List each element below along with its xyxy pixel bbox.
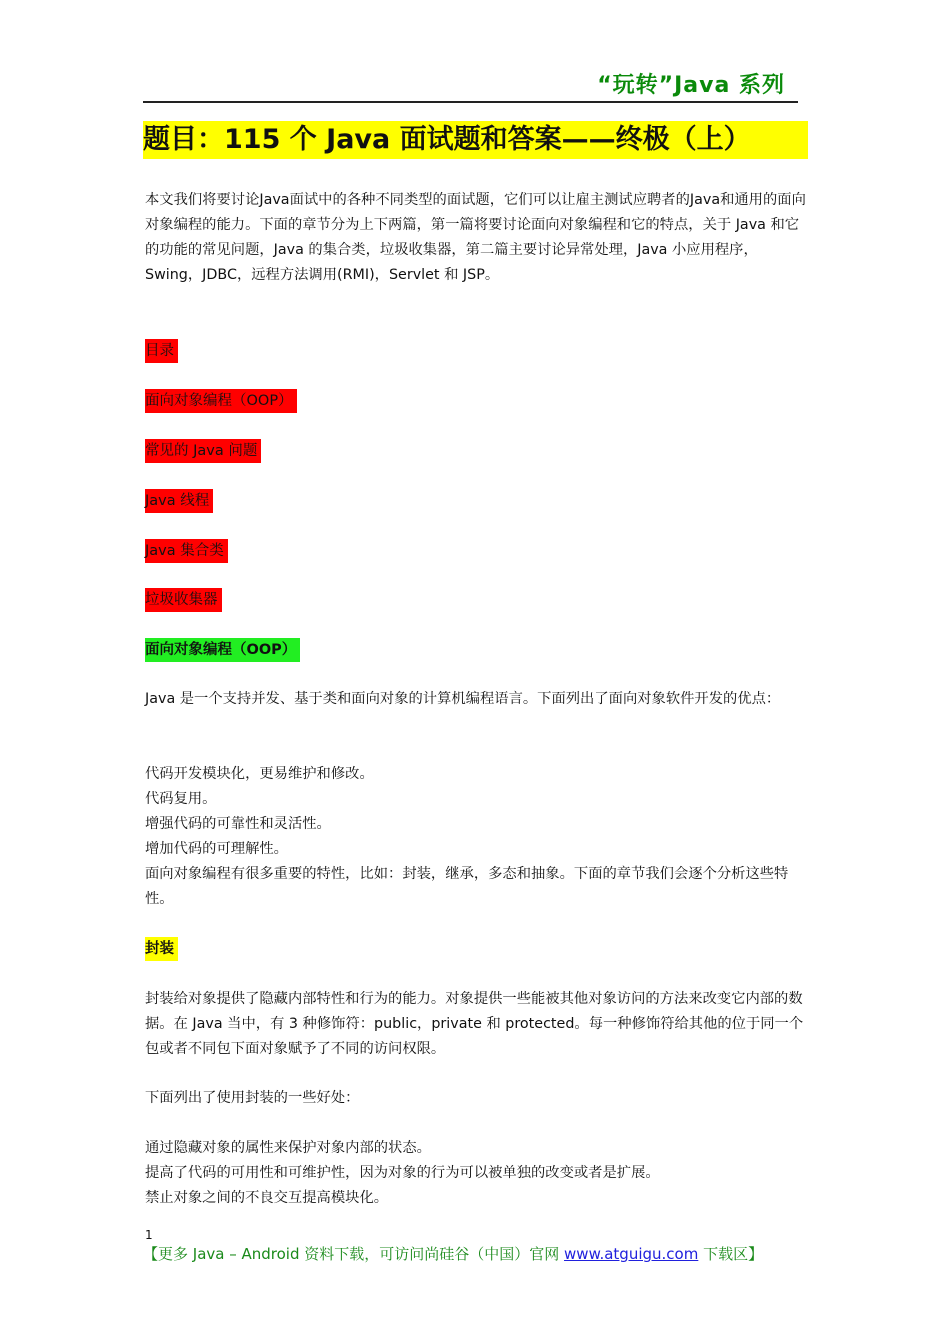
footer-banner [143, 1243, 763, 1264]
oop-features: 面向对象编程有很多重要的特性，比如：封装，继承，多态和抽象。下面的章节我们会逐个分析这些特性。 [145, 866, 789, 907]
toc-item-common-java[interactable]: 常见的 Java 问题 [145, 439, 261, 463]
list-item: 提高了代码的可用性和可维护性，因为对象的行为可以被单独的改变或者是扩展。 [145, 1165, 660, 1181]
list-item: 通过隐藏对象的属性来保护对象内部的状态。 [145, 1140, 431, 1156]
page-title: 题目：115 个 Java 面试题和答案——终极（上） [143, 121, 808, 159]
footer-website-link[interactable]: www.atguigu.com [564, 1245, 699, 1263]
page-number: 1 [145, 1228, 153, 1242]
encapsulation-benefits-list [145, 1136, 810, 1211]
footer-suffix: 下载区】 [698, 1245, 764, 1263]
encapsulation-desc: 封装给对象提供了隐藏内部特性和行为的能力。对象提供一些能被其他对象访问的方法来改变它内部的数据。在 Java 当中，有 3 种修饰符：public，private 和 protected。每一种修饰符给其他的位于同一个包或者不同包下面对象赋予了不同的访问权限。 [145, 991, 804, 1057]
list-item: 增强代码的可靠性和灵活性。 [145, 816, 331, 832]
toc-heading: 目录 [145, 339, 178, 363]
toc-item-garbage-collector[interactable]: 垃圾收集器 [145, 588, 222, 612]
list-item: 代码复用。 [145, 791, 217, 807]
list-item: 代码开发模块化，更易维护和修改。 [145, 766, 374, 782]
list-item: 禁止对象之间的不良交互提高模块化。 [145, 1190, 389, 1206]
oop-intro: Java 是一个支持并发、基于类和面向对象的计算机编程语言。下面列出了面向对象软件开发的优点： [145, 691, 781, 707]
intro-paragraph: 本文我们将要讨论Java面试中的各种不同类型的面试题，它们可以让雇主测试应聘者的Java和通用的面向对象编程的能力。下面的章节分为上下两篇，第一篇将要讨论面向对象编程和它的特点，关于 Java 和它的功能的常见问题，Java 的集合类，垃圾收集器，第二篇主要讨论异常处理，Java 小应用程序，Swing，JDBC，远程方法调用(RMI)，Servlet 和 JSP。 [145, 192, 806, 283]
toc-item-java-threads[interactable]: Java 线程 [145, 489, 213, 513]
toc-item-java-collections[interactable]: Java 集合类 [145, 539, 228, 563]
footer-prefix: 【更多 Java – Android 资料下载，可访问尚硅谷（中国）官网 [143, 1245, 565, 1263]
series-title: “玩转”Java 系列 [597, 73, 785, 98]
section-heading-oop: 面向对象编程（OOP） [145, 638, 300, 662]
oop-advantages-list [145, 762, 810, 912]
header-rule [143, 101, 798, 103]
list-item: 增加代码的可理解性。 [145, 841, 288, 857]
section-heading-encapsulation: 封装 [145, 937, 178, 961]
encapsulation-benefits-intro: 下面列出了使用封装的一些好处： [145, 1090, 360, 1106]
toc-item-oop[interactable]: 面向对象编程（OOP） [145, 389, 297, 413]
